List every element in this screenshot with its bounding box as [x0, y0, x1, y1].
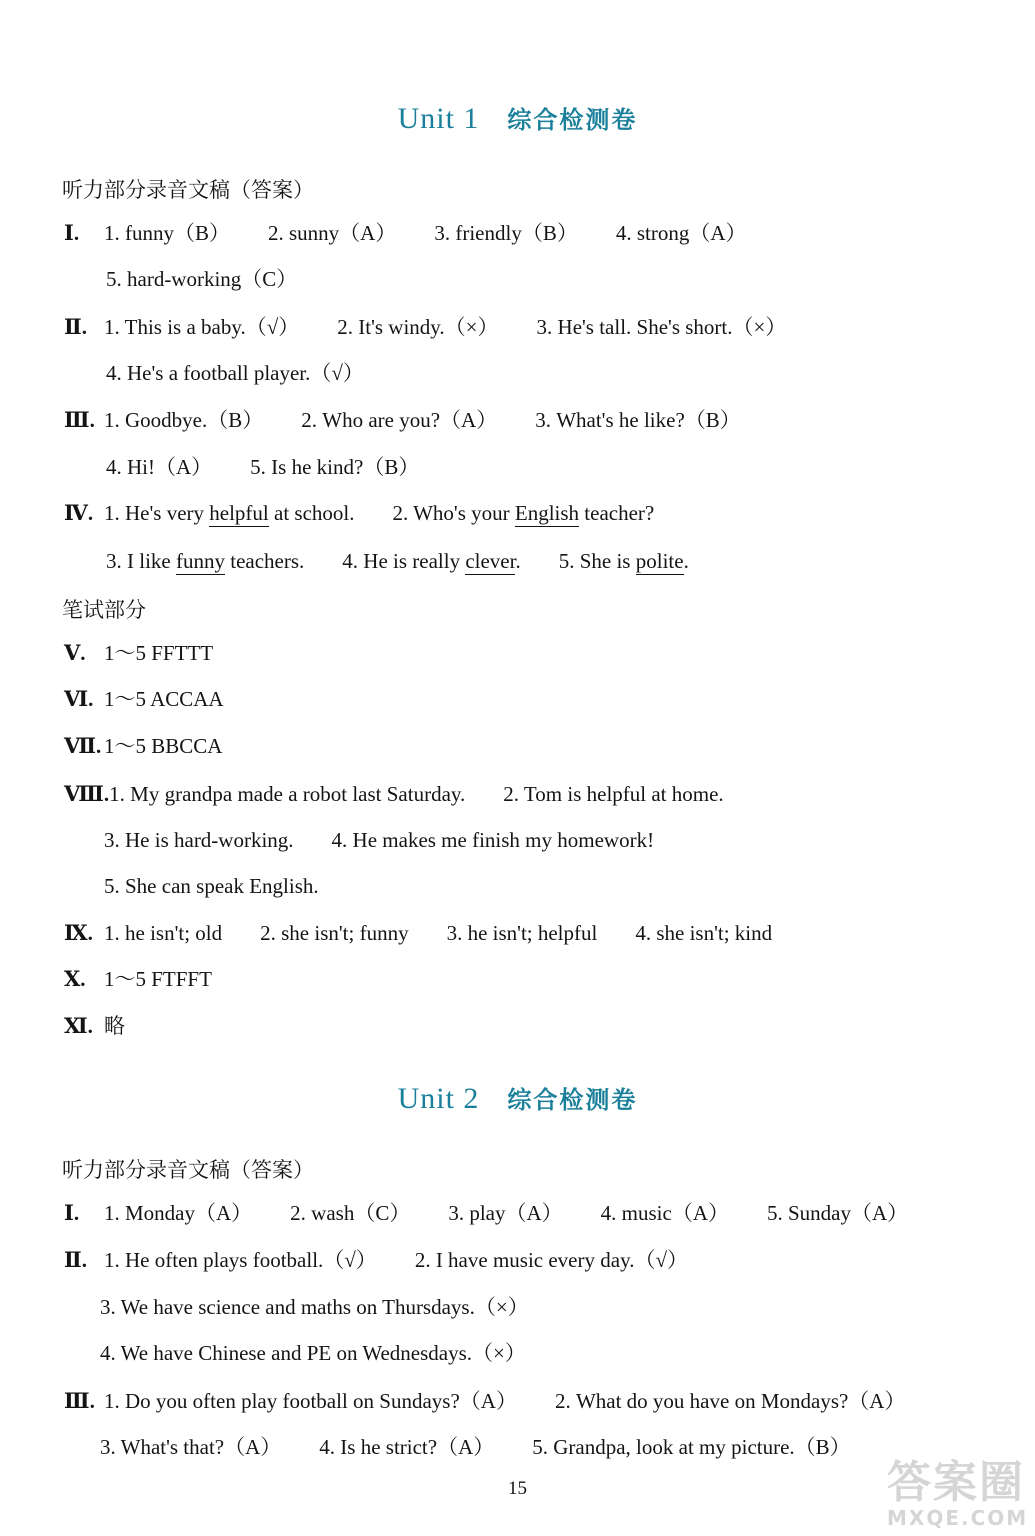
underlined-answer: polite: [635, 549, 684, 573]
u2-section-3-line1: Ⅲ. 1. Do you often play football on Sundays?（A） 2. What do you have on Mondays?（A）: [64, 1389, 906, 1413]
unit2-listening-heading: 听力部分录音文稿（答案）: [62, 1158, 314, 1182]
u2-section-2-line3: 4. We have Chinese and PE on Wednesdays.（×）: [100, 1341, 526, 1365]
u1-section-8-line1: Ⅷ.1. My grandpa made a robot last Saturday. 2. Tom is helpful at home.: [64, 782, 724, 806]
watermark-logo: 答案圈 MXQE.COM: [887, 1457, 1029, 1530]
page-number: 15: [508, 1478, 527, 1499]
u1-section-2-line1: Ⅱ. 1. This is a baby.（√） 2. It's windy.（×） 3. He's tall. She's short.（×）: [64, 315, 787, 339]
u1-section-7: Ⅶ. 1～5 BBCCA: [64, 734, 223, 758]
u1-section-3-line2: 4. Hi!（A） 5. Is he kind?（B）: [106, 455, 420, 479]
u1-section-1-line1: Ⅰ. 1. funny（B） 2. sunny（A） 3. friendly（B） 4. strong（A）: [64, 221, 747, 245]
u1-section-1-line2: 5. hard-working（C）: [106, 267, 298, 291]
underlined-answer: clever: [465, 549, 516, 573]
u1-section-4-line2: 3. I like funny teachers. 4. He is really clever. 5. She is polite.: [106, 549, 689, 573]
u1-section-10: Ⅹ. 1～5 FTFFT: [64, 967, 212, 991]
underlined-answer: helpful: [209, 501, 269, 525]
unit1-title-cn: 综合检测卷: [507, 106, 638, 134]
u1-section-3-line1: Ⅲ. 1. Goodbye.（B） 2. Who are you?（A） 3. What's he like?（B）: [64, 408, 741, 432]
unit1-written-heading: 笔试部分: [62, 598, 146, 622]
u1-section-2-line2: 4. He's a football player.（√）: [106, 361, 364, 385]
u2-section-2-line1: Ⅱ. 1. He often plays football.（√） 2. I have music every day.（√）: [64, 1248, 688, 1272]
u1-section-9: Ⅸ. 1. he isn't; old 2. she isn't; funny 3. he isn't; helpful 4. she isn't; kind: [64, 921, 773, 945]
u1-section-11: Ⅺ. 略: [64, 1014, 125, 1038]
underlined-answer: English: [514, 501, 580, 525]
u1-section-6: Ⅵ. 1～5 ACCAA: [64, 687, 224, 711]
u2-section-3-line2: 3. What's that?（A） 4. Is he strict?（A） 5. Grandpa, look at my picture.（B）: [100, 1435, 851, 1459]
unit1-title-unit: Unit 1: [397, 102, 480, 135]
unit2-title-cn: 综合检测卷: [507, 1086, 638, 1114]
unit1-listening-heading: 听力部分录音文稿（答案）: [62, 178, 314, 202]
unit1-title: [0, 100, 1035, 136]
underlined-answer: funny: [175, 549, 225, 573]
u1-section-8-line2: 3. He is hard-working. 4. He makes me finish my homework!: [104, 828, 655, 852]
u2-section-1: Ⅰ. 1. Monday（A） 2. wash（C） 3. play（A） 4. music（A） 5. Sunday（A）: [64, 1201, 909, 1225]
u1-section-4-line1: Ⅳ. 1. He's very helpful at school. 2. Who's your English teacher?: [64, 501, 655, 525]
unit2-title: [0, 1080, 1035, 1116]
unit2-title-unit: Unit 2: [397, 1082, 480, 1115]
u2-section-2-line2: 3. We have science and maths on Thursdays.（×）: [100, 1295, 529, 1319]
u1-section-8-line3: 5. She can speak English.: [104, 874, 319, 898]
u1-section-5: Ⅴ. 1～5 FFTTT: [64, 641, 214, 665]
